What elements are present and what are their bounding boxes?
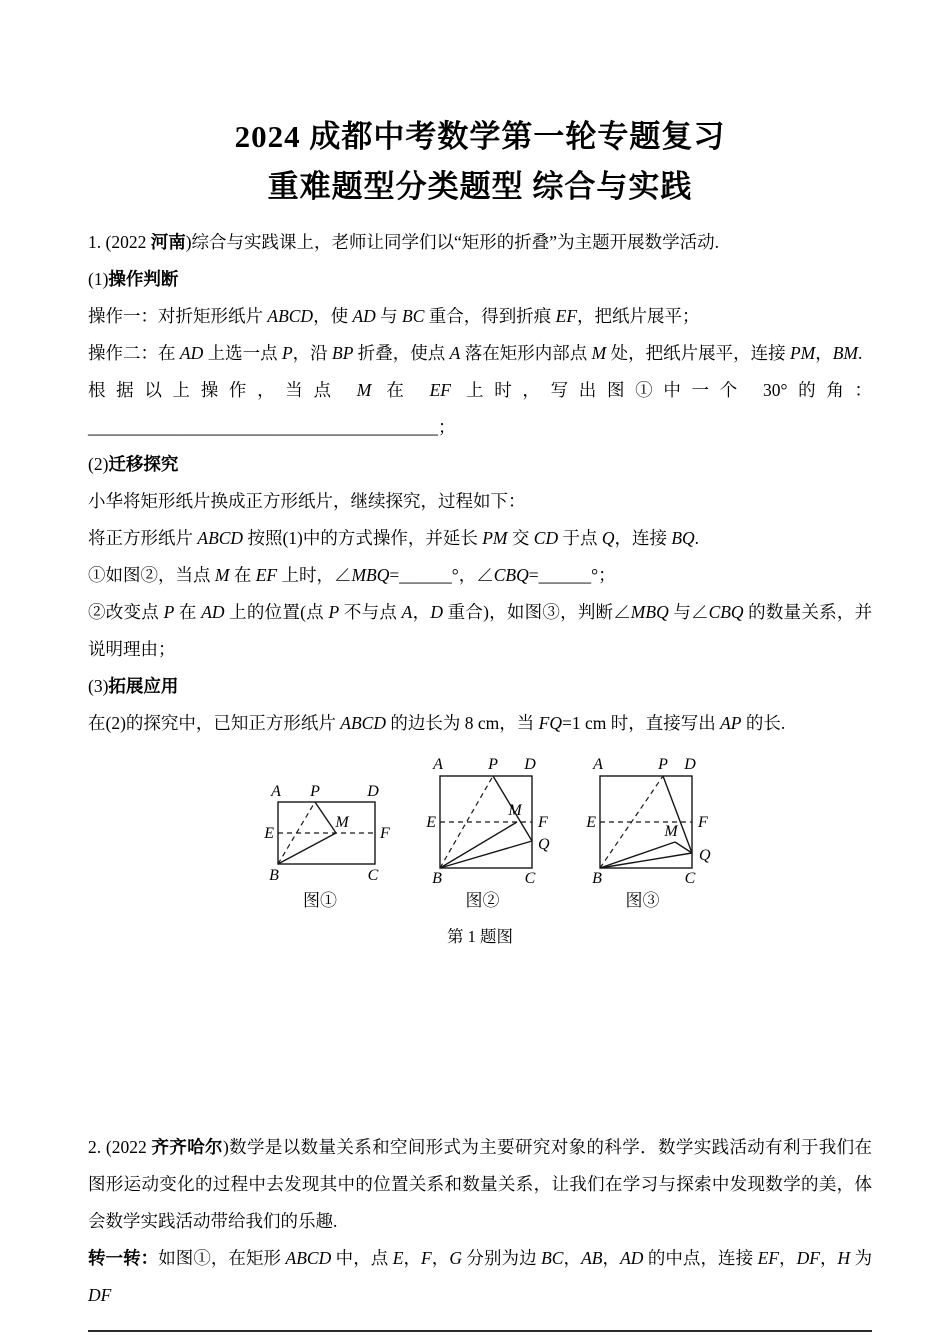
- point-label-f: F: [537, 814, 548, 831]
- document-title: [88, 112, 872, 212]
- point-label-c: C: [684, 870, 695, 884]
- point-label-d: D: [523, 756, 536, 773]
- problem1-part1-heading: (1)操作判断: [88, 269, 179, 289]
- problem1-part2-q2: ②改变点 P 在 AD 上的位置(点 P 不与点 A，D 重合)，如图③，判断∠MBQ 与∠CBQ 的数量关系，并说明理由；: [88, 602, 873, 659]
- problem1-part3-heading: (3)拓展应用: [88, 676, 179, 696]
- problem1-part2-q1: ①如图②，当点 M 在 EF 上时，∠MBQ=______°，∠CBQ=______°；: [88, 565, 616, 585]
- point-label-q: Q: [537, 836, 550, 853]
- point-label-c: C: [367, 867, 378, 884]
- segment-bm: [440, 822, 517, 868]
- problem1-operation2: 操作二：在 AD 上选一点 P，沿 BP 折叠，使点 A 落在矩形内部点 M 处，把纸片展平，连接 PM，BM.: [88, 343, 863, 363]
- figure-1-drawing: [243, 766, 398, 884]
- problem1-operation1: 操作一：对折矩形纸片 ABCD，使 AD 与 BC 重合，得到折痕 EF，把纸片展平；: [88, 306, 700, 326]
- segment-pq: [663, 776, 692, 853]
- point-label-a: A: [270, 783, 281, 800]
- figure-1-caption: 图①: [303, 891, 337, 910]
- point-label-p: P: [309, 783, 320, 800]
- point-label-a: A: [592, 756, 603, 773]
- point-label-m: M: [507, 802, 522, 819]
- point-label-c: C: [524, 870, 535, 884]
- point-label-q: Q: [698, 847, 711, 864]
- figure-3-caption: 图③: [625, 891, 660, 910]
- point-label-b: B: [591, 870, 602, 884]
- problem2-rotate-step: 转一转：如图①，在矩形 ABCD 中，点 E，F，G 分别为边 BC，AB，AD 的中点，连接 EF，DF，H 为 DF: [88, 1248, 873, 1305]
- problem1-part2-intro: 小华将矩形纸片换成正方形纸片，继续探究，过程如下：: [88, 491, 526, 511]
- blank-space: [88, 947, 872, 1129]
- problem1-part2-setup: 将正方形纸片 ABCD 按照(1)中的方式操作，并延长 PM 交 CD 于点 Q，连接 BQ.: [88, 528, 700, 548]
- point-label-e: E: [425, 814, 436, 831]
- title-line-2: 重难题型分类题型 综合与实践: [267, 169, 693, 204]
- figure-2: [408, 748, 558, 913]
- problem2-intro: 2. (2022 齐齐哈尔)数学是以数量关系和空间形式为主要研究对象的科学．数学实践活动有利于我们在图形运动变化的过程中去发现其中的位置关系和数量关系，让我们在学习与探索中发现数学的美，体会数学实践活动带给我们的乐趣.: [88, 1137, 873, 1231]
- point-label-p: P: [657, 756, 668, 773]
- page-bottom-divider: [88, 1330, 872, 1332]
- figure-3-drawing: [568, 748, 718, 884]
- problem1-part2-heading: (2)迁移探究: [88, 454, 179, 474]
- figure-3: [568, 748, 718, 913]
- point-label-p: P: [487, 756, 498, 773]
- figure-group-caption: 第 1 题图: [447, 927, 513, 946]
- point-label-f: F: [379, 825, 390, 842]
- figure-row: [88, 748, 872, 913]
- point-label-b: B: [431, 870, 442, 884]
- figure-2-caption: 图②: [465, 891, 500, 910]
- segment-pm: [315, 802, 336, 833]
- point-label-e: E: [585, 814, 596, 831]
- point-label-d: D: [683, 756, 696, 773]
- segment-bm: [278, 833, 336, 864]
- segment-bm: [600, 842, 675, 868]
- segment-bq: [600, 853, 692, 868]
- title-line-1: 2024 成都中考数学第一轮专题复习: [234, 119, 726, 154]
- figure-1: [243, 766, 398, 913]
- point-label-f: F: [697, 814, 708, 831]
- problem1-question1-blank: 根据以上操作，当点 M 在 EF 上时，写出图①中一个 30°的角：________________________________________；: [88, 380, 873, 437]
- problem1-part3-question: 在(2)的探究中，已知正方形纸片 ABCD 的边长为 8 cm，当 FQ=1 cm 时，直接写出 AP 的长.: [88, 713, 786, 733]
- segment-bq: [440, 841, 532, 868]
- point-label-a: A: [432, 756, 443, 773]
- figure-2-drawing: [408, 748, 558, 884]
- point-label-m: M: [334, 814, 349, 831]
- problem1-intro: 1. (2022 河南)综合与实践课上，老师让同学们以“矩形的折叠”为主题开展数学活动.: [88, 232, 719, 252]
- point-label-e: E: [263, 825, 274, 842]
- point-label-m: M: [663, 823, 678, 840]
- point-label-b: B: [268, 867, 279, 884]
- point-label-d: D: [366, 783, 379, 800]
